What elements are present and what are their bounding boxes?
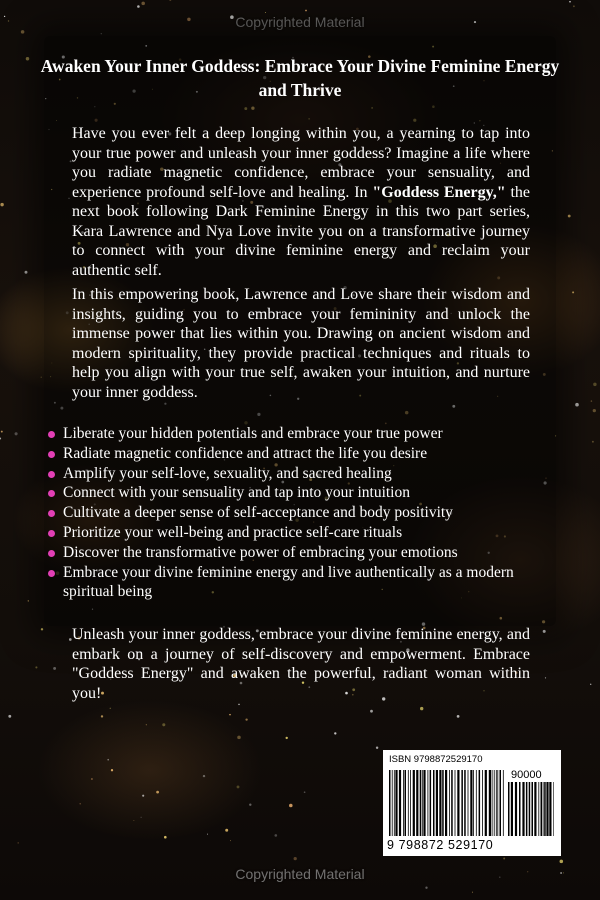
- barcode-bar: [461, 770, 463, 836]
- sparkle: [238, 704, 240, 706]
- barcode-bar: [529, 782, 531, 836]
- barcode-bar: [445, 770, 447, 836]
- barcode-bar: [449, 770, 450, 836]
- sparkle: [289, 804, 293, 808]
- sparkle: [370, 710, 373, 713]
- barcode-bar: [543, 782, 544, 836]
- sparkle: [572, 291, 574, 293]
- sparkle: [568, 215, 571, 218]
- sparkle: [17, 842, 19, 844]
- feature-item: [46, 503, 538, 523]
- addon-barcode-icon: [508, 782, 554, 852]
- bullet-dot-icon: [48, 431, 55, 438]
- intro-text-end: the next book following Dark Feminine Energy in this two part series, Kara Lawrence and Nya Love invite you on a transformative journey to connect with your divine feminine energy and reclaim your authentic self.: [72, 183, 531, 279]
- sparkle: [15, 432, 18, 435]
- barcode-bar: [464, 770, 466, 836]
- barcode-bar: [403, 770, 404, 836]
- sparkle: [41, 377, 42, 378]
- sparkle: [1, 431, 3, 433]
- sparkle: [146, 724, 147, 725]
- feature-item: [46, 483, 538, 503]
- barcode-bar: [522, 782, 524, 836]
- sparkle: [53, 667, 56, 670]
- back-cover-title: Awaken Your Inner Goddess: Embrace Your Divine Feminine Energy and Thrive: [40, 56, 560, 100]
- barcode-bar: [394, 770, 395, 836]
- ean13-barcode-icon: [389, 770, 505, 840]
- sparkle: [237, 785, 240, 788]
- barcode-bar: [538, 782, 539, 836]
- sparkle: [101, 33, 102, 34]
- sparkle: [134, 820, 135, 821]
- bullet-dot-icon: [48, 510, 55, 517]
- sparkle: [591, 400, 592, 401]
- feature-text: Discover the transformative power of embracing your emotions: [63, 543, 458, 561]
- barcode-bar: [494, 770, 495, 836]
- feature-item: [46, 444, 538, 464]
- barcode-bar: [479, 770, 481, 836]
- sparkle: [111, 769, 113, 771]
- barcode-bar: [410, 770, 411, 836]
- sparkle: [101, 715, 103, 717]
- sparkle: [593, 383, 596, 386]
- barcode-bar: [532, 782, 534, 836]
- barcode-bar: [541, 782, 543, 836]
- barcode-bar: [526, 782, 528, 836]
- sparkle: [249, 804, 251, 806]
- feature-text: Connect with your sensuality and tap into your intuition: [63, 484, 410, 502]
- sparkle: [237, 736, 241, 740]
- barcode-bar: [430, 770, 432, 836]
- barcode-bar: [515, 782, 517, 836]
- bullet-dot-icon: [48, 471, 55, 478]
- sparkle: [560, 860, 564, 864]
- barcode-bar: [433, 770, 435, 836]
- feature-text: Cultivate a deeper sense of self-acceptance and body positivity: [63, 504, 453, 522]
- sparkle: [142, 795, 144, 797]
- feature-text: Radiate magnetic confidence and attract the life you desire: [63, 444, 428, 462]
- bullet-dot-icon: [48, 530, 55, 537]
- sparkle: [25, 271, 28, 274]
- bullet-dot-icon: [48, 570, 55, 577]
- barcode-bar: [546, 782, 548, 836]
- isbn-label: ISBN 9798872529170: [389, 754, 483, 765]
- feature-list: [46, 424, 538, 602]
- feature-text: Amplify your self-love, sexuality, and sacred healing: [63, 464, 392, 482]
- barcode-bar: [436, 770, 438, 836]
- barcode-bar: [457, 770, 459, 836]
- barcode-bar: [395, 770, 397, 836]
- sparkle: [425, 887, 427, 889]
- barcode-bar: [553, 782, 554, 836]
- sparkle: [91, 778, 93, 780]
- feature-text: Liberate your hidden potentials and embrace your true power: [63, 425, 443, 442]
- sparkle: [593, 409, 596, 412]
- barcode-bar: [423, 770, 425, 836]
- barcode-bar: [500, 770, 502, 836]
- feature-text: Prioritize your well-being and practice self-care rituals: [63, 523, 403, 541]
- sparkle: [107, 759, 109, 761]
- barcode-bar: [503, 770, 504, 836]
- sparkle: [35, 666, 37, 668]
- sparkle: [304, 791, 306, 793]
- barcode-bar: [399, 770, 401, 836]
- barcode-bar: [451, 770, 453, 836]
- sparkle: [230, 840, 231, 841]
- barcode-bar: [442, 770, 444, 836]
- barcode-bar: [549, 782, 551, 836]
- sparkle: [225, 829, 228, 832]
- sparkle: [0, 203, 3, 206]
- barcode-bar: [428, 770, 429, 836]
- closing-paragraph: Unleash your inner goddess, embrace your divine feminine energy, and embark on a journey of self-discovery and empowerment. Embrace "Goddess Energy" and awaken the powerful, radiant woman within you!: [72, 626, 530, 702]
- sparkle: [575, 403, 579, 407]
- sparkle: [569, 1, 571, 3]
- sparkle: [141, 817, 142, 818]
- sparkle: [590, 684, 591, 685]
- bullet-dot-icon: [48, 490, 55, 497]
- book-title-emphasis: "Goddess Energy,": [372, 183, 506, 201]
- sparkle: [420, 707, 423, 710]
- barcode-bar: [534, 782, 536, 836]
- sparkle: [543, 630, 546, 633]
- sparkle: [592, 441, 594, 443]
- feature-item: [46, 424, 538, 444]
- sparkle: [334, 732, 336, 734]
- sparkle: [503, 858, 505, 860]
- sparkle: [141, 2, 145, 6]
- intro-text-start: Have you ever felt a deep longing within you, a yearning to tap into your true power and unleash your inner goddess? Imagine a life where you radiate magnetic confidence, embrace your sensuality, and experience profound self-love and healing. In: [72, 125, 530, 201]
- barcode-bar: [468, 770, 469, 836]
- feature-item: [46, 464, 538, 484]
- bullet-dot-icon: [48, 451, 55, 458]
- barcode-bar: [519, 782, 521, 836]
- sparkle: [26, 57, 29, 60]
- sparkle: [28, 600, 29, 601]
- sparkle: [472, 892, 473, 893]
- sparkle: [203, 775, 205, 777]
- sparkle: [41, 628, 43, 630]
- barcode-bar: [408, 770, 409, 836]
- sparkle: [137, 5, 140, 8]
- sparkle: [169, 0, 171, 1]
- watermark-bottom: Copyrighted Material: [235, 866, 365, 882]
- sparkle: [274, 834, 277, 837]
- sparkle: [156, 791, 159, 794]
- barcode-bar: [508, 782, 510, 836]
- barcode-bar: [544, 782, 546, 836]
- barcode-bar: [473, 770, 474, 836]
- sparkle: [457, 715, 460, 718]
- barcode-bar: [420, 770, 422, 836]
- sparkle: [8, 715, 11, 718]
- isbn-barcode-box: [383, 750, 561, 856]
- feature-item: [46, 563, 538, 603]
- intro-paragraph: [72, 124, 530, 280]
- barcode-bar: [413, 770, 415, 836]
- sparkle: [110, 708, 111, 709]
- sparkle: [286, 737, 288, 739]
- barcode-bar: [389, 770, 391, 836]
- barcode-bar: [511, 782, 513, 836]
- sparkle: [545, 677, 546, 678]
- barcode-bar: [496, 770, 497, 836]
- sparkle: [305, 10, 307, 12]
- barcode-bar: [422, 770, 423, 836]
- barcode-bar: [489, 770, 491, 836]
- sparkle: [21, 30, 25, 34]
- barcode-bar: [439, 770, 441, 836]
- barcode-bar: [482, 770, 483, 836]
- sparkle: [245, 718, 247, 720]
- barcode-bar: [455, 770, 456, 836]
- sparkle: [0, 437, 1, 439]
- isbn-digits: 9 798872 529170: [387, 838, 494, 852]
- barcode-bar: [497, 770, 498, 836]
- feature-item: [46, 523, 538, 543]
- barcode-bar: [392, 770, 393, 836]
- sparkle: [79, 803, 80, 804]
- barcode-bar: [416, 770, 418, 836]
- sparkle: [207, 834, 208, 835]
- sparkle: [229, 714, 231, 716]
- sparkle: [164, 836, 167, 839]
- barcode-bar: [492, 770, 493, 836]
- barcode-bar: [476, 770, 477, 836]
- barcode-bar: [470, 770, 472, 836]
- feature-item: [46, 543, 538, 563]
- price-code: 90000: [511, 769, 542, 781]
- barcode-bar: [485, 770, 487, 836]
- sparkle: [573, 5, 575, 7]
- watermark-top: Copyrighted Material: [235, 14, 365, 30]
- bullet-dot-icon: [48, 550, 55, 557]
- body-paragraph: In this empowering book, Lawrence and Love share their wisdom and insights, guiding you to embrace your femininity and unlock the immense power that lies within you. Drawing on ancient wisdom and modern spirituality, they provide practical techniques and rituals to help you align with your true self, awaken your intuition, and nurture your inner goddess.: [72, 286, 530, 401]
- barcode-bar: [405, 770, 407, 836]
- sparkle: [294, 857, 297, 860]
- sparkle: [265, 12, 266, 13]
- feature-text: Embrace your divine feminine energy and live authentically as a modern spiritual being: [63, 563, 514, 601]
- sparkle: [162, 723, 165, 726]
- sparkle: [376, 746, 378, 748]
